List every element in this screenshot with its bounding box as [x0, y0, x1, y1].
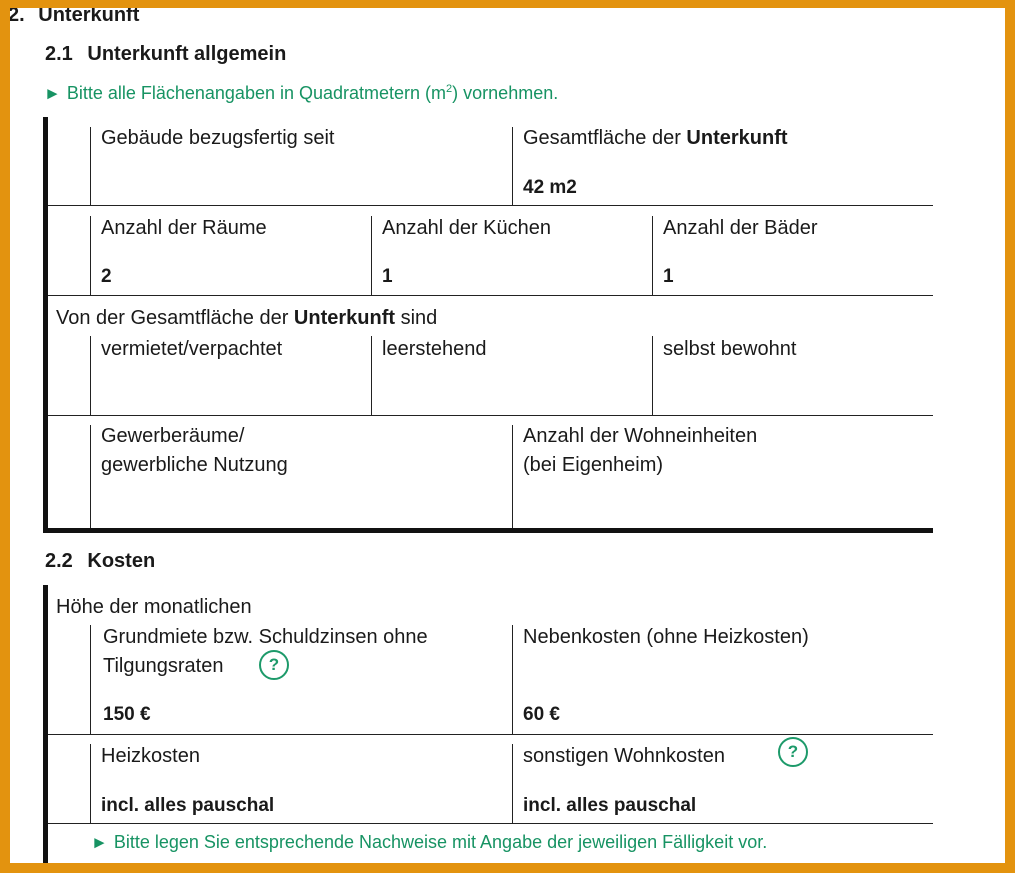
- selbst-bewohnt-label: selbst bewohnt: [663, 338, 797, 360]
- grundmiete-label: Grundmiete bzw. Schuldzinsen ohne Tilgungsraten: [103, 626, 428, 677]
- row-divider: [48, 734, 933, 735]
- section-number: 2.: [8, 4, 25, 26]
- nebenkosten-label: Nebenkosten (ohne Heizkosten): [523, 626, 809, 648]
- area-unit-note: ► Bitte alle Flächenangaben in Quadratmetern $(m^2)$ vornehmen.: [44, 83, 559, 103]
- hoehe-heading: Höhe der monatlichen: [56, 596, 252, 618]
- row-divider: [48, 415, 933, 416]
- cell-divider: [90, 127, 91, 205]
- subsection-title: Kosten: [87, 550, 156, 572]
- help-icon[interactable]: ?: [778, 737, 808, 767]
- raeume-value[interactable]: 2: [101, 266, 112, 287]
- table-left-bar: [43, 585, 48, 863]
- table-bottom-bar: [43, 528, 933, 533]
- gebaeude-bezugsfertig-label: Gebäude bezugsfertig seit: [101, 127, 335, 149]
- section-title: Unterkunft: [38, 4, 140, 26]
- cell-divider: [371, 336, 372, 415]
- subsection-heading-2-1: [45, 43, 286, 66]
- cell-divider: [90, 336, 91, 415]
- subsection-number: 2.2: [45, 550, 73, 572]
- sonstige-wohnkosten-value[interactable]: incl. alles pauschal: [523, 795, 697, 816]
- wohneinheiten-label: Anzahl der Wohneinheiten (bei Eigenheim): [523, 425, 758, 476]
- grundmiete-value[interactable]: 150 €: [103, 704, 151, 725]
- sonstige-wohnkosten-label: sonstigen Wohnkosten: [523, 745, 725, 767]
- gesamtflaeche-value[interactable]: 42 m2: [523, 177, 577, 198]
- gewerberaeume-label: Gewerberäume/ gewerbliche Nutzung: [101, 425, 288, 476]
- row-divider: [48, 823, 933, 824]
- cell-divider: [512, 744, 513, 823]
- cell-divider: [90, 625, 91, 734]
- subsection-number: 2.1: [45, 43, 73, 65]
- kuechen-value[interactable]: 1: [382, 266, 393, 287]
- row-divider: [48, 295, 933, 296]
- heizkosten-label: Heizkosten: [101, 745, 200, 767]
- kuechen-label: Anzahl der Küchen: [382, 217, 552, 239]
- vermietet-label: vermietet/verpachtet: [101, 338, 283, 360]
- cell-divider: [90, 216, 91, 295]
- leerstehend-label: leerstehend: [382, 338, 487, 360]
- section-heading: [8, 4, 139, 27]
- subsection-heading-2-2: [45, 550, 155, 573]
- davon-heading: Von der Gesamtfläche der Unterkunft sind: [56, 307, 438, 329]
- row-divider: [48, 205, 933, 206]
- nebenkosten-value[interactable]: 60 €: [523, 704, 560, 725]
- cell-divider: [512, 625, 513, 734]
- baeder-value[interactable]: 1: [663, 266, 674, 287]
- cell-divider: [90, 425, 91, 528]
- raeume-label: Anzahl der Räume: [101, 217, 267, 239]
- arrow-right-icon: ►: [44, 84, 61, 103]
- gesamtflaeche-label: Gesamtfläche der Unterkunft: [523, 127, 788, 149]
- cell-divider: [90, 744, 91, 823]
- table-left-bar: [43, 117, 48, 532]
- cell-divider: [512, 425, 513, 528]
- heizkosten-value[interactable]: incl. alles pauschal: [101, 795, 275, 816]
- cell-divider: [652, 336, 653, 415]
- baeder-label: Anzahl der Bäder: [663, 217, 818, 239]
- subsection-title: Unterkunft allgemein: [87, 43, 287, 65]
- help-icon[interactable]: ?: [259, 650, 289, 680]
- cell-divider: [512, 127, 513, 205]
- arrow-right-icon: ►: [91, 833, 108, 852]
- nachweise-note: ► Bitte legen Sie entsprechende Nachweise mit Angabe der jeweiligen Fälligkeit vor.: [91, 832, 768, 852]
- cell-divider: [652, 216, 653, 295]
- cell-divider: [371, 216, 372, 295]
